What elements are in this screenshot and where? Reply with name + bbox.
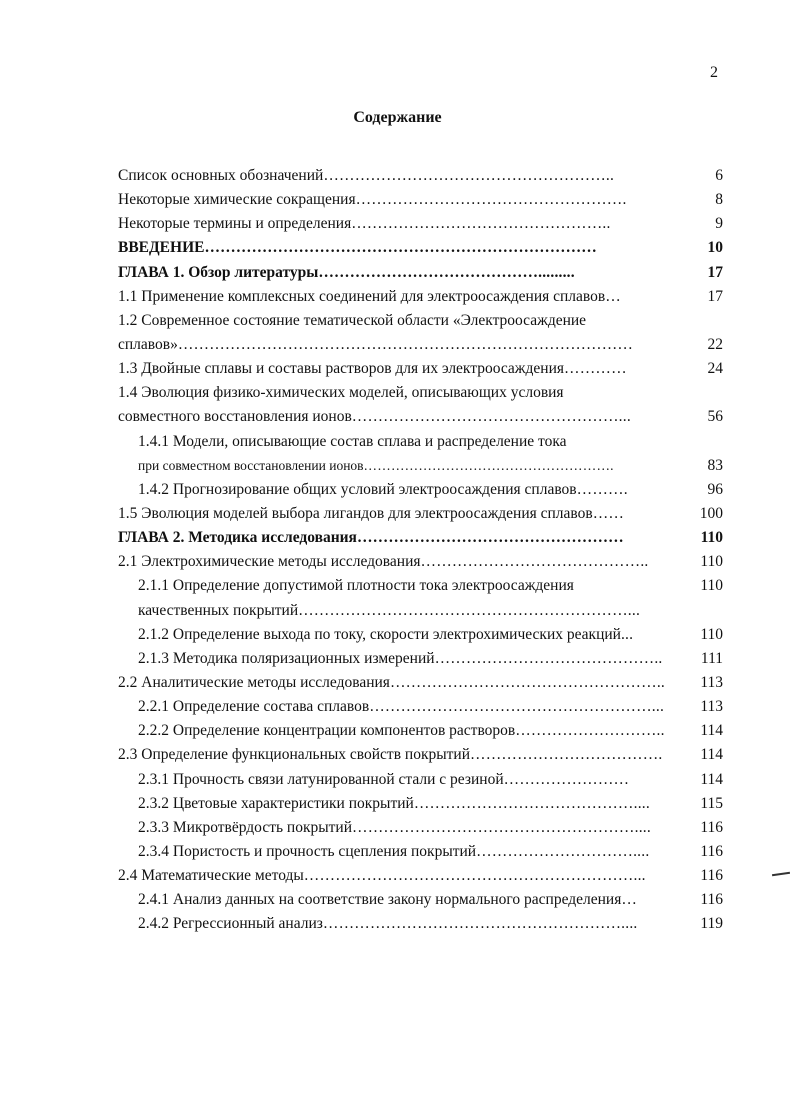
toc-entry-text [118, 309, 671, 333]
toc-entry-label: 2.3.3 Микротвёрдость покрытий [138, 818, 353, 836]
toc-entry-page: 17 [707, 263, 723, 281]
toc-entry-page: 110 [700, 529, 723, 547]
toc-entry-leader: ……………………….. [515, 722, 665, 740]
toc-entry-label: 1.4.1 Модели, описывающие состав сплава и распределение тока [138, 432, 567, 450]
toc-entry [118, 743, 723, 767]
margin-mark [772, 872, 790, 876]
toc-entry [118, 816, 723, 840]
toc-entry [118, 381, 723, 405]
toc-entry-label: 1.4 Эволюция физико-химических моделей, описывающих условия [118, 384, 564, 402]
toc-entry-text [138, 430, 671, 454]
toc-entry-leader: ………………………………………………………... [303, 867, 646, 885]
toc-entry-text [118, 550, 671, 574]
toc-entry-label: 2.1.1 Определение допустимой плотности тока электроосаждения [138, 577, 574, 595]
toc-entry-page: 56 [707, 408, 723, 426]
toc-entry-page: 114 [700, 770, 723, 788]
toc-entry [118, 550, 723, 574]
toc-entry-page: 9 [715, 215, 723, 233]
toc-entry-label: Некоторые термины и определения [118, 215, 352, 233]
toc-entry-label: при совместном восстановлении ионов [138, 457, 364, 473]
toc-entry-label: 2.3.1 Прочность связи латунированной стали с резиной [138, 770, 504, 788]
toc-entry-page: 24 [707, 360, 723, 378]
toc-entry [118, 454, 723, 478]
toc-entry-page: 119 [700, 915, 723, 933]
toc-entry-page: 113 [700, 673, 723, 691]
toc-entry-leader: …………………………………….. [434, 649, 663, 667]
toc-entry [118, 405, 723, 429]
toc-entry-page: 110 [700, 553, 723, 571]
toc-entry-leader: …………………………………….. [420, 553, 649, 571]
toc-entry [118, 164, 723, 188]
toc-entry-label: ГЛАВА 2. Методика исследования [118, 529, 357, 547]
toc-entry-leader: ………………………………………………………………… [204, 239, 597, 257]
toc-entry-page: 110 [700, 625, 723, 643]
toc-entry-label: совместного восстановления ионов [118, 408, 352, 426]
toc-entry-text [138, 840, 671, 864]
toc-entry [118, 309, 723, 333]
toc-entry-text [138, 695, 671, 719]
toc-entry-text [118, 743, 671, 767]
toc-entry-page: 111 [700, 649, 723, 667]
toc-entry-page: 116 [700, 867, 723, 885]
toc-entry-text [118, 405, 671, 429]
toc-entry-label: 2.2.2 Определение концентрации компонентов растворов [138, 722, 516, 740]
toc-entry-text [138, 888, 671, 912]
toc-entry-label: сплавов» [118, 335, 178, 353]
toc-entry-page: 96 [707, 480, 723, 498]
toc-entry-label: 1.2 Современное состояние тематической области «Электроосаждение [118, 311, 587, 329]
toc-entry-text [118, 526, 671, 550]
toc-entry-label: 1.5 Эволюция моделей выбора лигандов для электроосаждения сплавов [118, 504, 593, 522]
toc-entry [118, 188, 723, 212]
toc-entry-page: 113 [700, 698, 723, 716]
toc-entry [118, 430, 723, 454]
toc-entry-text [138, 574, 671, 598]
toc-entry-leader: …………………………………………………………………………… [177, 335, 634, 353]
toc-entry [118, 840, 723, 864]
toc-entry-leader: ………… [564, 360, 627, 378]
toc-entry-leader: …………………………………………….. [389, 673, 665, 691]
toc-entry-text [118, 188, 671, 212]
toc-entry-label: 2.1.3 Методика поляризационных измерений [138, 649, 435, 667]
toc-entry-text [138, 816, 671, 840]
toc-entry-leader: ………………………………………….. [351, 215, 611, 233]
toc-entry [118, 478, 723, 502]
page-title: Содержание [353, 109, 442, 126]
toc-entry-label: 2.4 Математические методы [118, 867, 304, 885]
toc-entry [118, 623, 723, 647]
toc-entry-text [118, 164, 671, 188]
toc-entry-page: 116 [700, 842, 723, 860]
toc-entry-text [138, 623, 671, 647]
toc-entry-text [138, 647, 671, 671]
toc-entry-label: 1.4.2 Прогнозирование общих условий электроосаждения сплавов [138, 480, 577, 498]
toc-entry-page: 116 [700, 891, 723, 909]
toc-entry-text [138, 912, 671, 936]
toc-entry-label: 2.1 Электрохимические методы исследования [118, 553, 421, 571]
toc-entry-text [118, 671, 671, 695]
toc-entry [118, 695, 723, 719]
toc-entry-page: 115 [700, 794, 723, 812]
toc-entry-text [138, 454, 671, 478]
toc-entry-label: 2.3.2 Цветовые характеристики покрытий [138, 794, 414, 812]
toc-entry-leader: ………………………………. [470, 746, 663, 764]
toc-entry [118, 792, 723, 816]
toc-entry-text [138, 719, 671, 743]
toc-entry-leader: … [605, 287, 621, 305]
toc-entry [118, 647, 723, 671]
toc-entry-leader: ………………………………………………….... [322, 915, 638, 933]
toc-entry [118, 574, 723, 598]
toc-entry-text [118, 261, 671, 285]
toc-entry-leader: ………………………………………………. [363, 457, 614, 473]
toc-entry-page: 116 [700, 818, 723, 836]
toc-entry-leader: …………………………………….... [413, 794, 650, 812]
toc-entry-text [118, 357, 671, 381]
toc-entry [118, 357, 723, 381]
toc-entry-label: 2.3.4 Пористость и прочность сцепления покрытий [138, 842, 477, 860]
toc-entry [118, 768, 723, 792]
toc-entry-page: 100 [699, 504, 723, 522]
toc-entry-label: 2.4.1 Анализ данных на соответствие закону нормального распределения [138, 891, 622, 909]
toc-entry-page: 83 [707, 456, 723, 474]
toc-entry-text [138, 599, 671, 623]
page-number: 2 [710, 64, 718, 81]
toc-entry-leader: …………………………………………… [356, 529, 624, 547]
toc-entry-page: 8 [715, 191, 723, 209]
toc-entry-page: 114 [700, 746, 723, 764]
toc-entry-label: 1.3 Двойные сплавы и составы растворов для их электроосаждения [118, 360, 564, 378]
toc-entry-page: 114 [700, 722, 723, 740]
toc-entry-label: 1.1 Применение комплексных соединений для электроосаждения сплавов [118, 287, 606, 305]
toc-entry-page: 10 [707, 239, 723, 257]
toc-entry-label: 2.2.1 Определение состава сплавов [138, 698, 370, 716]
toc-entry-leader: … [621, 891, 638, 909]
toc-entry-page: 22 [707, 335, 723, 353]
toc-entry-label: качественных покрытий [138, 601, 299, 619]
toc-entry-text [138, 792, 671, 816]
toc-entry-text [118, 381, 671, 405]
toc-entry-text [118, 864, 671, 888]
toc-entry-leader: ………………………………………………………... [298, 601, 641, 619]
toc-entry [118, 502, 723, 526]
toc-entry [118, 864, 723, 888]
toc-entry [118, 285, 723, 309]
toc-entry-label: 2.4.2 Регрессионный анализ [138, 915, 323, 933]
toc-entry-label: 2.2 Аналитические методы исследования [118, 673, 390, 691]
toc-entry-leader: ……………………………………………... [351, 408, 631, 426]
toc-entry [118, 888, 723, 912]
toc-entry-page: 17 [707, 287, 723, 305]
toc-entry-leader: ……………………………………………. [355, 191, 627, 209]
toc-entry-text [138, 478, 671, 502]
toc-entry [118, 599, 723, 623]
toc-entry [118, 261, 723, 285]
toc-entry-leader: ………………………….... [476, 842, 650, 860]
toc-entry [118, 912, 723, 936]
toc-entry-label: ВВЕДЕНИЕ [118, 239, 205, 257]
toc-entry-leader: …………………… [503, 770, 630, 788]
toc-entry-label: Список основных обозначений [118, 167, 324, 184]
toc-entry-text [118, 212, 671, 236]
toc-entry-text [138, 768, 671, 792]
toc-entry-page: 110 [700, 577, 723, 595]
toc-entry-leader: ………………………………………………... [369, 698, 665, 716]
toc-entry-label: ГЛАВА 1. Обзор литературы [118, 263, 319, 281]
toc-entry [118, 212, 723, 236]
toc-entry-leader: ………. [576, 480, 628, 498]
toc-entry-label: 2.3 Определение функциональных свойств покрытий [118, 746, 470, 764]
toc-entry-leader: ……………………………………………….. [323, 167, 615, 184]
toc-entry [118, 333, 723, 357]
toc-entry-leader: ……………………………………......... [318, 263, 575, 281]
toc-entry-page: 6 [715, 167, 723, 184]
toc-entry [118, 719, 723, 743]
toc-entry-leader: ... [620, 625, 634, 643]
toc-entry-leader: …… [592, 504, 625, 522]
toc-entry-text [118, 502, 671, 526]
table-of-contents [118, 164, 723, 937]
toc-entry-text [118, 285, 671, 309]
toc-entry [118, 671, 723, 695]
toc-entry [118, 526, 723, 550]
toc-entry-text [118, 333, 671, 357]
toc-entry-label: 2.1.2 Определение выхода по току, скорости электрохимических реакций [138, 625, 621, 643]
toc-entry-label: Некоторые химические сокращения [118, 191, 356, 209]
toc-entry-text [118, 236, 671, 260]
toc-entry [118, 236, 723, 260]
toc-entry-leader: ……………………………………………….... [352, 818, 651, 836]
